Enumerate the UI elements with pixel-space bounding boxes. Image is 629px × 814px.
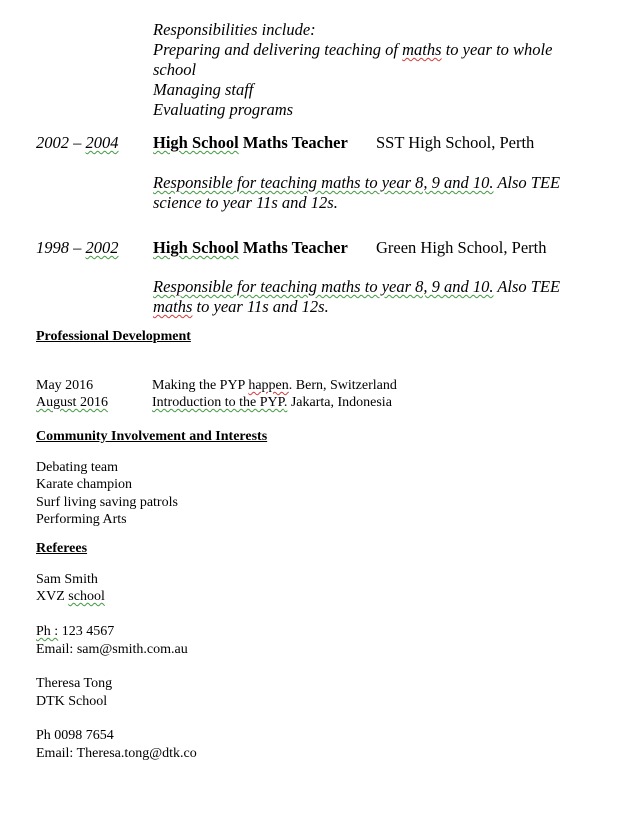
spellcheck-word: Responsible for teaching maths to year 8, 9 and 10. [153, 277, 494, 296]
text-fragment: to year to whole [441, 40, 553, 59]
pd-item [152, 377, 397, 394]
spellcheck-word: Introduction to the PYP [152, 395, 284, 410]
job-school: SST High School, Perth [376, 133, 535, 152]
pd-date [36, 394, 108, 411]
pd-item [152, 394, 392, 411]
spellcheck-word: High School [153, 238, 239, 257]
referee-organisation [36, 588, 105, 605]
text-fragment: to year 11s and 12s. [192, 297, 329, 316]
job-description-line-1 [153, 173, 560, 193]
spellcheck-word: August 2016 [36, 395, 108, 410]
responsibility-line-1 [153, 40, 552, 60]
responsibilities-heading: Responsibilities include: [153, 20, 316, 39]
job-title [153, 238, 348, 258]
spellcheck-word: Ph : [36, 624, 59, 639]
referee-email: Email: Theresa.tong@dtk.co [36, 746, 197, 761]
job-title [153, 133, 348, 153]
section-heading-referees: Referees [36, 541, 88, 556]
job-description-line-2 [153, 297, 329, 317]
section-heading-community: Community Involvement and Interests [36, 429, 268, 444]
text-fragment: 1998 – [36, 238, 86, 257]
text-fragment: Maths Teacher [238, 133, 348, 152]
text-fragment: Maths Teacher [238, 238, 348, 257]
text-fragment: . Bern, Switzerland [288, 378, 397, 393]
job-description-line-1 [153, 277, 560, 297]
job-years [36, 133, 119, 153]
community-item: Karate champion [36, 477, 133, 492]
referee-organisation: DTK School [36, 694, 108, 709]
referee-phone: Ph 0098 7654 [36, 728, 114, 743]
section-heading-professional-development: Professional Development [36, 329, 191, 344]
spellcheck-word: school [68, 589, 105, 604]
text-fragment: Also TEE [493, 173, 561, 192]
spellcheck-word: . [283, 395, 288, 410]
text-fragment: 2002 – [36, 133, 86, 152]
text-fragment: Jakarta, Indonesia [287, 395, 392, 410]
job-years [36, 238, 119, 258]
text-fragment: XVZ [36, 589, 69, 604]
spellcheck-word: maths [153, 297, 193, 316]
spellcheck-word: happen [248, 378, 289, 393]
responsibility-line-3: Managing staff [153, 80, 254, 99]
pd-date: May 2016 [36, 378, 94, 393]
text-fragment: 123 4567 [58, 624, 115, 639]
community-item: Performing Arts [36, 512, 127, 527]
spellcheck-word: maths [402, 40, 442, 59]
job-description-line-2: science to year 11s and 12s. [153, 193, 338, 212]
responsibility-line-2: school [153, 60, 197, 79]
referee-name: Theresa Tong [36, 676, 113, 691]
referee-phone [36, 623, 114, 640]
community-item: Surf living saving patrols [36, 495, 178, 510]
responsibility-line-4: Evaluating programs [153, 100, 294, 119]
spellcheck-word: Responsible for teaching maths to year 8, 9 and 10. [153, 173, 494, 192]
text-fragment: Preparing and delivering teaching of [153, 40, 403, 59]
referee-name: Sam Smith [36, 572, 98, 587]
spellcheck-word: 2002 [85, 238, 119, 257]
spellcheck-word: 2004 [85, 133, 119, 152]
text-fragment: Also TEE [493, 277, 561, 296]
spellcheck-word: High School [153, 133, 239, 152]
community-item: Debating team [36, 460, 119, 475]
text-fragment: Making the PYP [152, 378, 249, 393]
referee-email: Email: sam@smith.com.au [36, 642, 188, 657]
job-school: Green High School, Perth [376, 238, 547, 257]
